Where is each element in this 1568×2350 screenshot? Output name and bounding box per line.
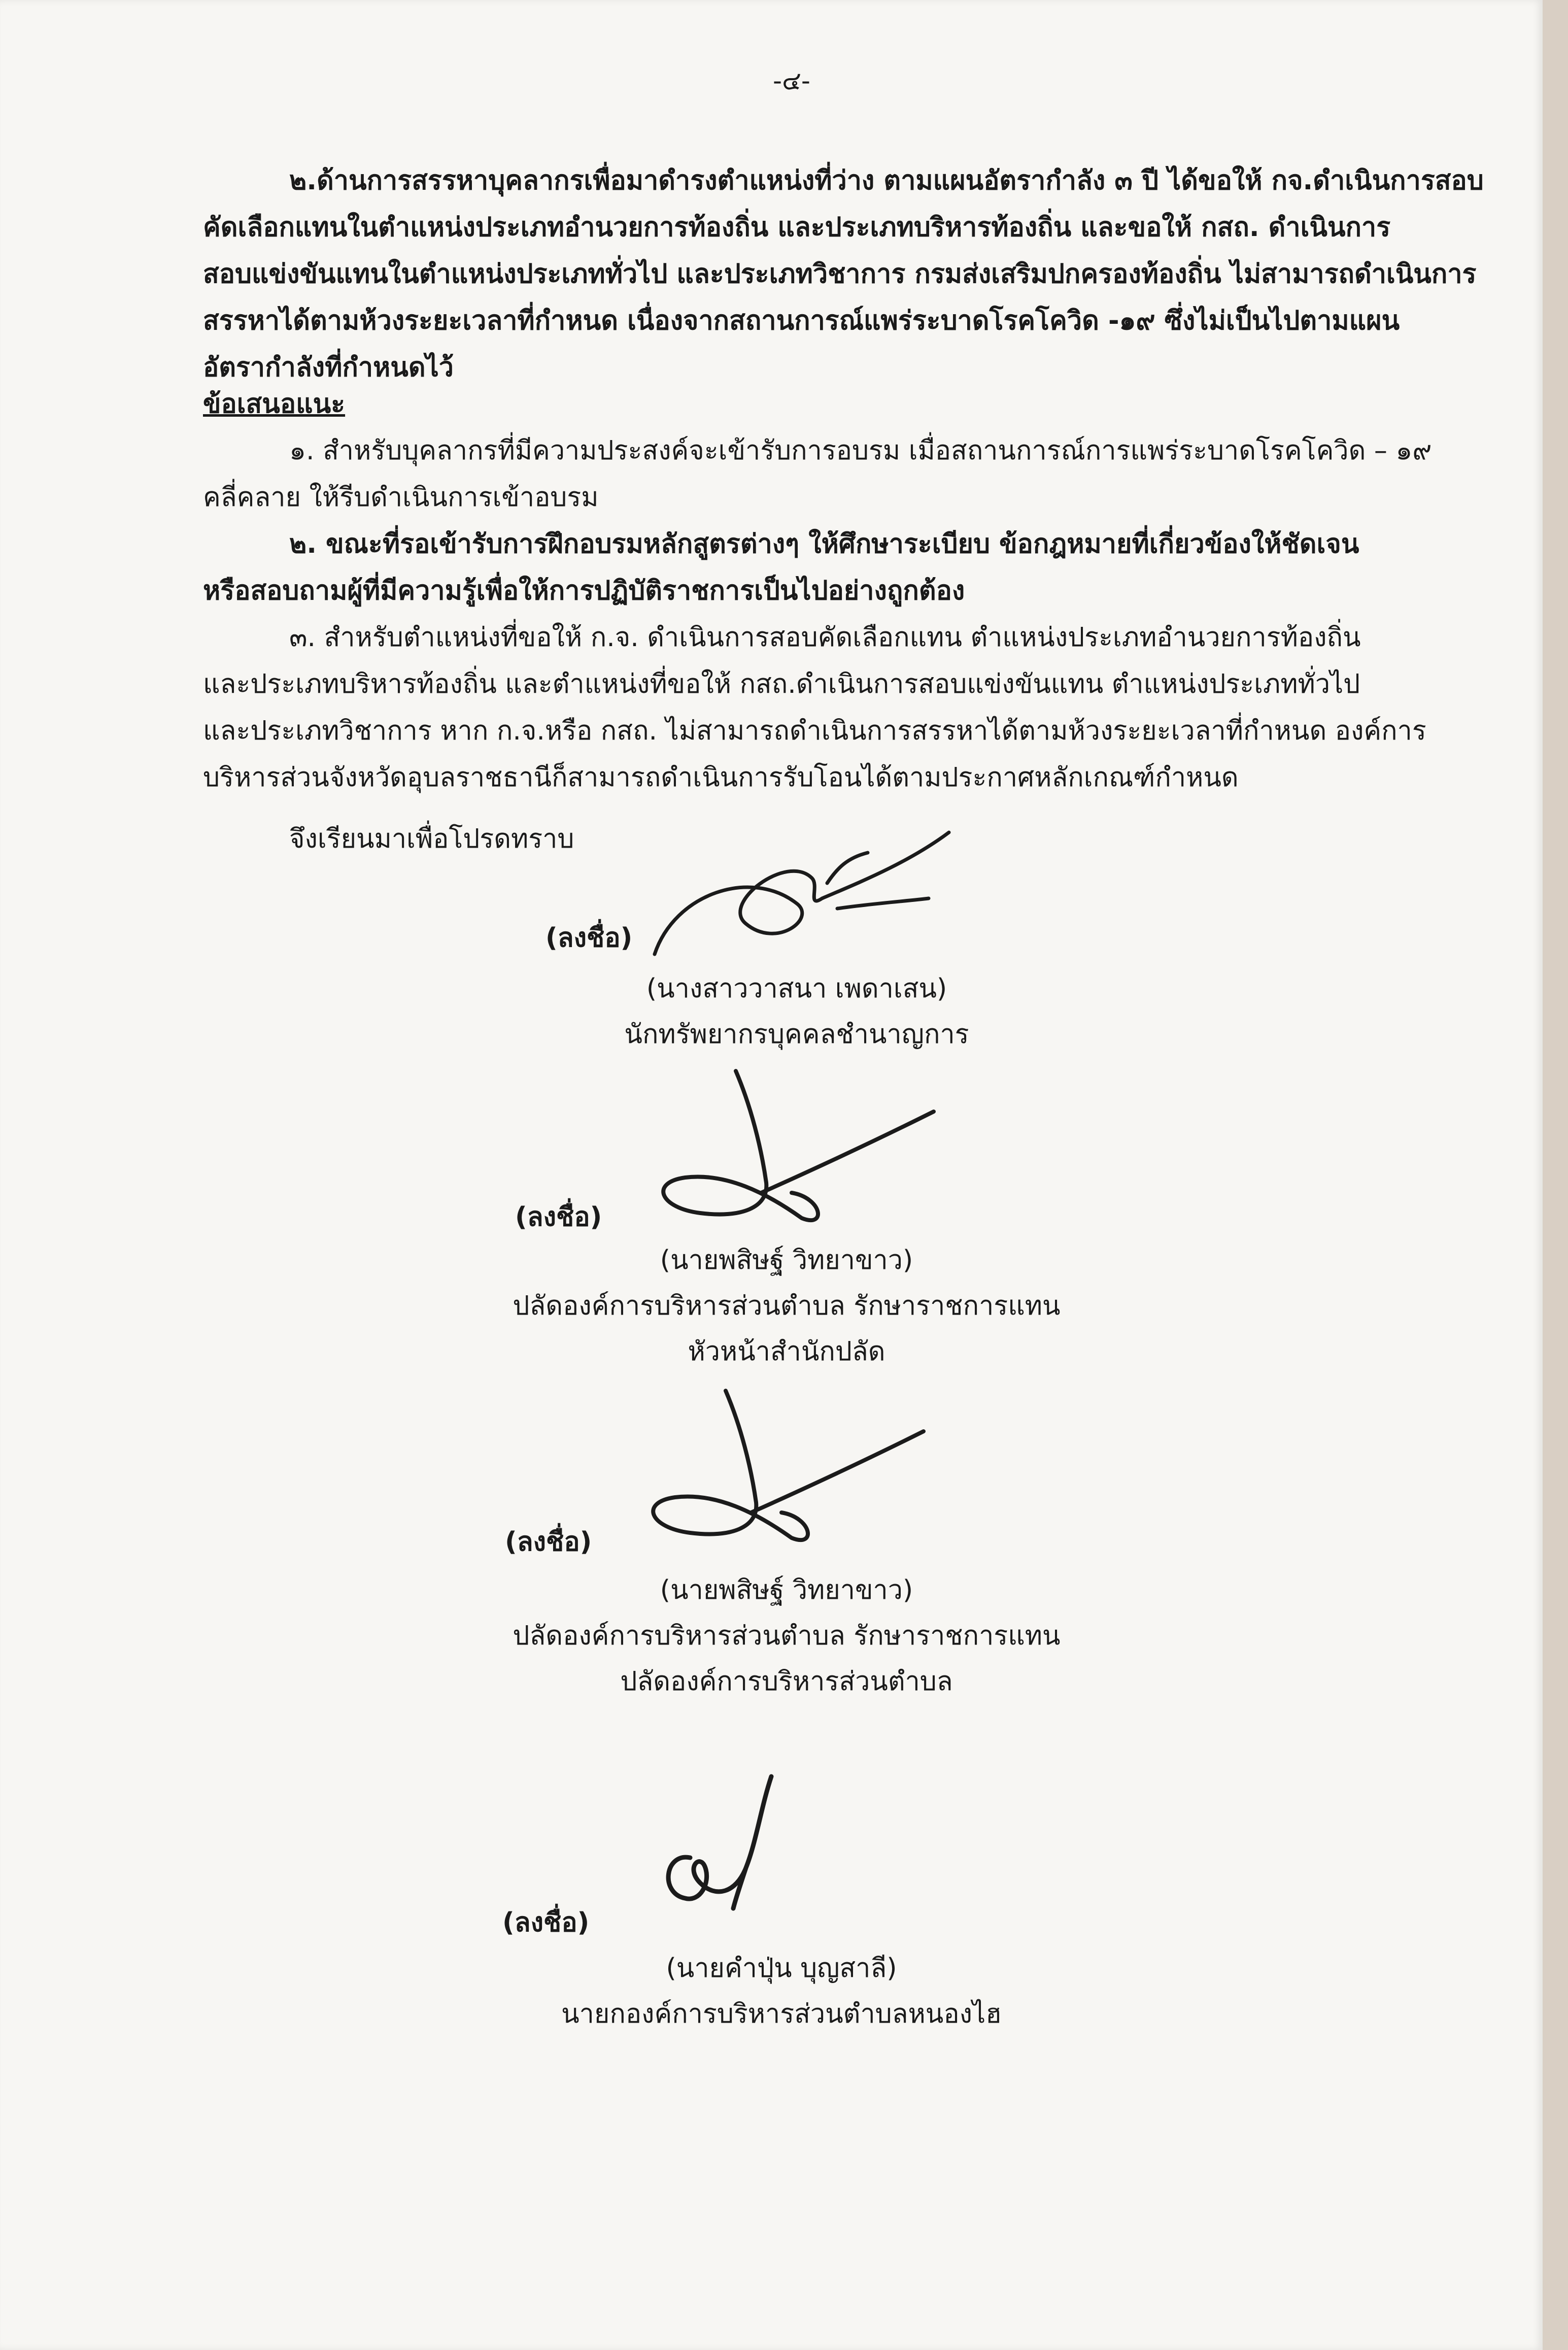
suggestions-heading: ข้อเสนอแนะ	[203, 389, 346, 419]
body-line: สอบแข่งขันแทนในตำแหน่งประเภททั่วไป และประเภทวิชาการ กรมส่งเสริมปกครองท้องถิ่น ไม่สามารถดำเนินการ	[203, 259, 1477, 289]
suggestion-line: คลี่คลาย ให้รีบดำเนินการเข้าอบรม	[203, 482, 599, 513]
sign-label: (ลงชื่อ)	[546, 923, 633, 953]
signer-name: (นายพสิษฐ์ วิทยาขาว)	[660, 1575, 913, 1605]
suggestion-line: ๓. สำหรับตำแหน่งที่ขอให้ ก.จ. ดำเนินการสอบคัดเลือกแทน ตำแหน่งประเภทอำนวยการท้องถิ่น	[289, 622, 1361, 653]
signature-3-image	[629, 1386, 934, 1548]
signature-2-image	[639, 1066, 944, 1228]
signer-title: นักทรัพยากรบุคคลชำนาญการ	[624, 1019, 969, 1050]
body-paragraph	[203, 157, 1484, 391]
sign-label: (ลงชื่อ)	[515, 1202, 602, 1232]
signer-title: ปลัดองค์การบริหารส่วนตำบล รักษาราชการแทน	[513, 1291, 1061, 1321]
signer-title: ปลัดองค์การบริหารส่วนตำบล	[620, 1666, 953, 1697]
signature-4-image	[644, 1766, 797, 1919]
page-number: -๔-	[773, 66, 810, 95]
signer-name: (นายพสิษฐ์ วิทยาขาว)	[660, 1245, 913, 1275]
suggestion-line: และประเภทบริหารท้องถิ่น และตำแหน่งที่ขอให้ กสถ.ดำเนินการสอบแข่งขันแทน ตำแหน่งประเภททั่วไป	[203, 669, 1360, 699]
signature-1-image	[644, 822, 964, 964]
signer-title: ปลัดองค์การบริหารส่วนตำบล รักษาราชการแทน	[513, 1621, 1061, 1651]
suggestion-line: หรือสอบถามผู้ที่มีความรู้เพื่อให้การปฏิบัติราชการเป็นไปอย่างถูกต้อง	[203, 576, 965, 606]
sign-label: (ลงชื่อ)	[505, 1527, 592, 1557]
suggestions-section	[203, 381, 1432, 801]
signer-title: นายกองค์การบริหารส่วนตำบลหนองไฮ	[561, 1999, 1002, 2029]
suggestion-line: ๑. สำหรับบุคลากรที่มีความประสงค์จะเข้ารับการอบรม เมื่อสถานการณ์การแพร่ระบาดโรคโควิด – ๑๙	[289, 435, 1432, 466]
suggestion-line: บริหารส่วนจังหวัดอุบลราชธานีก็สามารถดำเนินการรับโอนได้ตามประกาศหลักเกณฑ์กำหนด	[203, 762, 1239, 793]
suggestion-line: ๒. ขณะที่รอเข้ารับการฝึกอบรมหลักสูตรต่างๆ ให้ศึกษาระเบียบ ข้อกฎหมายที่เกี่ยวข้องให้ชัดเจน	[289, 529, 1359, 559]
suggestion-line: และประเภทวิชาการ หาก ก.จ.หรือ กสถ. ไม่สามารถดำเนินการสรรหาได้ตามห้วงระยะเวลาที่กำหนด องค์การ	[203, 716, 1426, 746]
body-line: คัดเลือกแทนในตำแหน่งประเภทอำนวยการท้องถิ่น และประเภทบริหารท้องถิ่น และขอให้ กสถ. ดำเนินการ	[203, 212, 1391, 243]
signer-name: (นางสาววาสนา เพดาเสน)	[646, 973, 947, 1004]
closing-line: จึงเรียนมาเพื่อโปรดทราบ	[289, 824, 574, 854]
body-line: สรรหาได้ตามห้วงระยะเวลาที่กำหนด เนื่องจากสถานการณ์แพร่ระบาดโรคโควิด -๑๙ ซึ่งไม่เป็นไปตามแผน	[203, 306, 1400, 336]
sign-label: (ลงชื่อ)	[502, 1907, 590, 1938]
body-line: ๒.ด้านการสรรหาบุคลากรเพื่อมาดำรงตำแหน่งที่ว่าง ตามแผนอัตรากำลัง ๓ ปี ได้ขอให้ กจ.ดำเนินการสอบ	[289, 165, 1484, 196]
signer-title: หัวหน้าสำนักปลัด	[688, 1336, 885, 1367]
body-line: อัตรากำลังที่กำหนดไว้	[203, 352, 454, 383]
signer-name: (นายคำปุ่น บุญสาลี)	[666, 1953, 897, 1984]
